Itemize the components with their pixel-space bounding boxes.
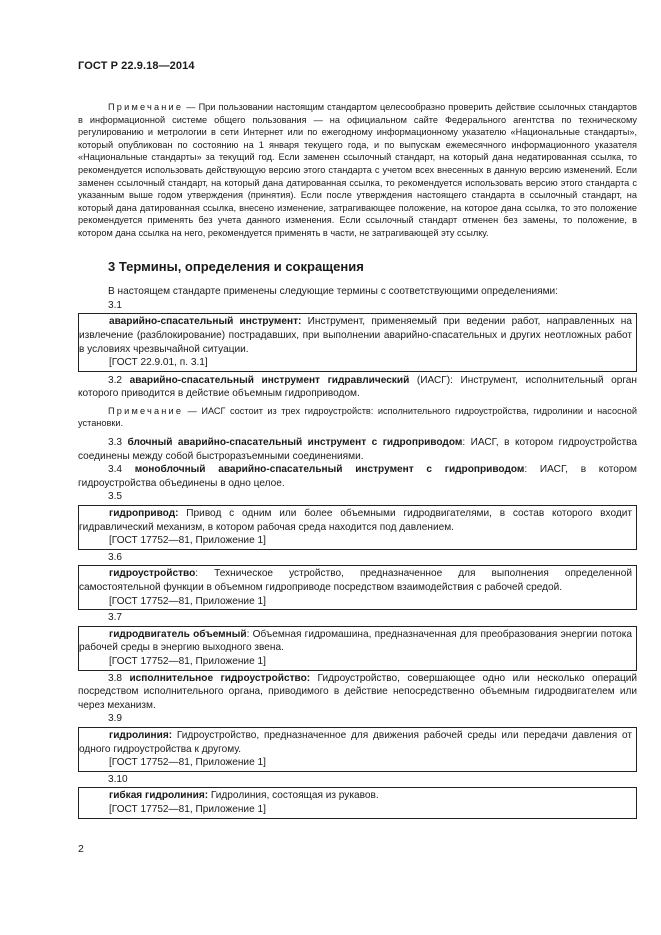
term-reference: [ГОСТ 17752—81, Приложение 1] xyxy=(109,595,266,607)
term-number: 3.9 xyxy=(108,713,123,725)
term-box xyxy=(78,787,637,818)
term-name: гидропривод: xyxy=(109,508,179,520)
term-definition xyxy=(78,374,637,401)
term-number: 3.7 xyxy=(108,612,123,624)
term-box xyxy=(78,505,637,550)
section-title: 3 Термины, определения и сокращения xyxy=(108,258,364,274)
term-name: моноблочный аварийно-спасательный инструмент с гидроприводом xyxy=(134,464,525,476)
term-box xyxy=(78,313,637,371)
term-name: гибкая гидролиния: xyxy=(109,790,209,802)
term-reference: [ГОСТ 17752—81, Приложение 1] xyxy=(109,535,266,547)
term-box xyxy=(78,727,637,772)
term-number: 3.5 xyxy=(108,491,123,503)
term-text: Привод с одним или более объемными гидродвигателями, в состав которого входит гидравлический механизм, в котором рабочая среда находится под давлением. xyxy=(79,508,632,533)
term-reference: [ГОСТ 17752—81, Приложение 1] xyxy=(109,803,266,815)
term-name: гидролиния: xyxy=(109,729,173,741)
term-number: 3.8 xyxy=(108,672,130,684)
page-number: 2 xyxy=(78,843,84,855)
section-intro: В настоящем стандарте применены следующие термины с соответствующими определениями: xyxy=(108,286,558,298)
term-reference: [ГОСТ 17752—81, Приложение 1] xyxy=(109,757,266,769)
term-number: 3.1 xyxy=(108,299,123,311)
term-reference: [ГОСТ 22.9.01, п. 3.1] xyxy=(109,357,208,369)
note-label: Примечание xyxy=(108,405,184,416)
term-box xyxy=(78,626,637,671)
term-text: Гидроустройство, совершающее одно или несколько операций посредством исполнительного органа, приводимого в действие непосредственно объемным гидродвигателем или через механизм. xyxy=(78,672,638,711)
term-name: аварийно-спасательный инструмент: xyxy=(109,316,302,328)
term-text: : ИАСГ, в котором гидроустройства объединены в одно целое. xyxy=(78,464,638,489)
term-name: аварийно-спасательный инструмент гидравлический xyxy=(129,374,410,386)
term-number: 3.4 xyxy=(108,464,135,476)
term-definition xyxy=(79,729,632,756)
term-number: 3.6 xyxy=(108,551,123,563)
term-number: 3.10 xyxy=(108,773,128,785)
term-text: : Объемная гидромашина, предназначенная для преобразования энергии потока рабочей среды в энергию выходного звена. xyxy=(79,628,632,654)
term-name: гидроустройство xyxy=(109,568,196,580)
term-reference: [ГОСТ 17752—81, Приложение 1] xyxy=(109,655,266,667)
term-text: (ИАСГ): Инструмент, исполнительный орган которого приводится в действие объемным гидроприводом. xyxy=(78,374,637,400)
term-definition xyxy=(79,507,632,534)
document-header: ГОСТ Р 22.9.18—2014 xyxy=(78,60,195,72)
term-box xyxy=(78,565,637,610)
term-text: Инструмент, применяемый при ведении работ, направленных на извлечение (разблокирование) пострадавших, при выполнении аварийно-спасательных и других неотложных работ в условиях чрезвычайной ситуации. xyxy=(79,316,632,355)
term-definition xyxy=(78,463,637,490)
note-iasg xyxy=(78,405,637,430)
term-name: блочный аварийно-спасательный инструмент с гидроприводом xyxy=(127,437,463,449)
term-definition xyxy=(79,315,632,356)
term-text: : Техническое устройство, предназначенное для выполнения определенной самостоятельной функции в объемном гидроприводе посредством взаимодействия с рабочей средой. xyxy=(79,568,632,593)
note-label: Примечание xyxy=(108,102,184,112)
term-text: : ИАСГ, в котором гидроустройства соединены между собой быстроразъемными соединениями. xyxy=(78,437,637,462)
term-definition xyxy=(79,567,632,594)
term-definition xyxy=(79,628,632,655)
note-text: — ИАСГ состоит из трех гидроустройств: исполнительного гидроустройства, гидролинии и насосной установки. xyxy=(78,405,637,429)
term-name: исполнительное гидроустройство: xyxy=(129,672,311,684)
term-name: гидродвигатель объемный xyxy=(109,628,247,640)
term-definition xyxy=(79,789,632,803)
note-text: — При пользовании настоящим стандартом целесообразно проверить действие ссылочных стандартов в информационной системе общего пользования — на официальном сайте Федерального агентства по техническому регулированию и метрологии в сети Интернет или по ежегодному информационному указателю «Национальные стандарты», который опубликован по состоянию на 1 января текущего года, и по выпускам ежемесячного информационного указателя «Национальные стандарты» за текущий год. Если заменен ссылочный стандарт, на который дана недатированная ссылка, то рекомендуется использовать действующую версию этого стандарта с учетом всех внесенных в данную версию изменений. Если заменен ссылочный стандарт, на который дана датированная ссылка, то рекомендуется использовать версию этого стандарта с указанным выше годом утверждения (принятия). Если после утверждения настоящего стандарта в ссылочный стандарт, на который дана датированная ссылка, внесено изменение, затрагивающее положение, на которое дана ссылка, то это положение рекомендуется применять без учета данного изменения. Если ссылочный стандарт отменен без замены, то положение, в котором дана ссылка на него, рекомендуется применять в части, не затрагивающей эту ссылку. xyxy=(78,102,637,238)
term-text: Гидролиния, состоящая из рукавов. xyxy=(208,790,379,802)
term-number: 3.2 xyxy=(108,374,130,386)
page-content xyxy=(78,101,637,820)
term-number: 3.3 xyxy=(108,437,128,449)
term-definition xyxy=(78,672,637,713)
term-text: Гидроустройство, предназначенное для движения рабочей среды или передачи давления от одного гидроустройства к другому. xyxy=(79,729,632,755)
note-references xyxy=(78,101,637,240)
term-definition xyxy=(78,436,637,463)
